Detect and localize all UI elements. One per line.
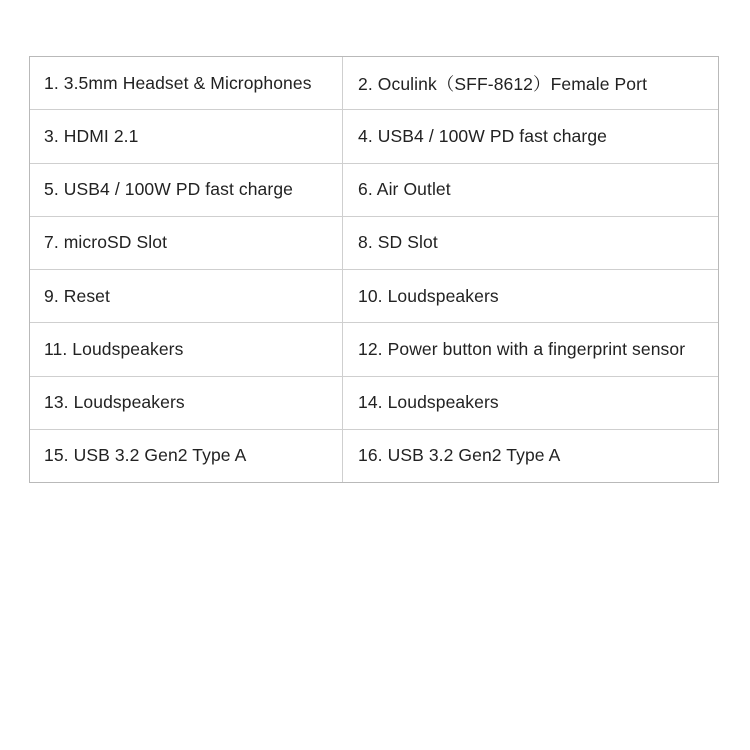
table-cell: 13. Loudspeakers (30, 377, 343, 429)
ports-table (29, 56, 719, 483)
table-cell: 15. USB 3.2 Gen2 Type A (30, 430, 343, 482)
table-row (30, 217, 718, 270)
table-row (30, 57, 718, 110)
table-cell: 6. Air Outlet (358, 179, 451, 200)
table-cell: 3. HDMI 2.1 (30, 110, 343, 162)
table-row (30, 270, 718, 323)
table-cell: 9. Reset (30, 270, 343, 322)
table-cell: 7. microSD Slot (30, 217, 343, 269)
table-cell: 11. Loudspeakers (30, 323, 343, 375)
table-row (30, 377, 718, 430)
table-row (30, 430, 718, 482)
table-cell: 1. 3.5mm Headset & Microphones (30, 57, 343, 109)
table-row (30, 110, 718, 163)
table-cell: 2. Oculink（SFF-8612）Female Port (358, 73, 648, 94)
table-cell: 12. Power button with a fingerprint sensor (358, 338, 686, 359)
table-row (30, 323, 718, 376)
table-cell: 4. USB4 / 100W PD fast charge (358, 125, 607, 146)
table-cell: 16. USB 3.2 Gen2 Type A (358, 445, 561, 466)
table-row (30, 164, 718, 217)
table-cell: 10. Loudspeakers (358, 285, 499, 306)
table-cell: 8. SD Slot (358, 232, 438, 253)
table-cell: 14. Loudspeakers (358, 392, 499, 413)
table-cell: 5. USB4 / 100W PD fast charge (30, 164, 343, 216)
